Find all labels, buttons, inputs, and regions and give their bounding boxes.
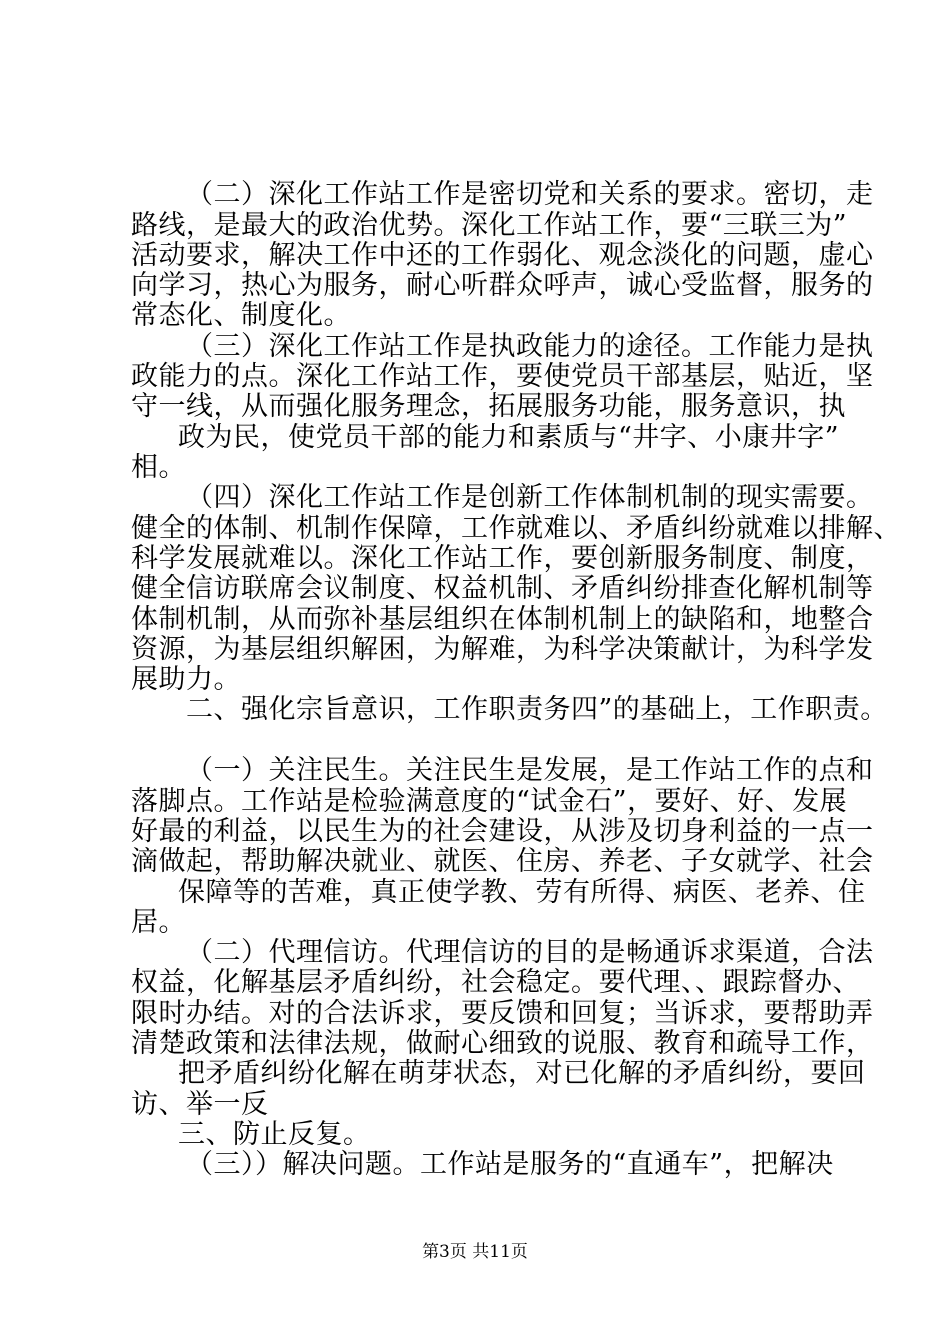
text-line: （二）代理信访。代理信访的目的是畅通诉求渠道，合法 [186, 937, 874, 968]
text-line: （三）深化工作站工作是执政能力的途径。工作能力是执 [186, 331, 874, 362]
text-line: 三、防止反复。 [178, 1119, 371, 1150]
text-line: 健全的体制、机制作保障，工作就难以、矛盾纠纷就难以排解、 [131, 513, 901, 544]
text-line: 保障等的苦难，真正使学教、劳有所得、病医、老养、住 [178, 877, 866, 908]
text-line: 常态化、制度化。 [131, 300, 351, 331]
text-line: （三））解决问题。工作站是服务的“直通车”，把解决 [186, 1149, 834, 1180]
text-line: 清楚政策和法律法规，做耐心细致的说服、教育和疏导工作， [131, 1028, 874, 1059]
text-line: 访、举一反 [131, 1089, 269, 1120]
section-heading: 二、强化宗旨意识，工作职责务四”的基础上，工作职责。 [186, 694, 888, 725]
text-line: 把矛盾纠纷化解在萌芽状态，对已化解的矛盾纠纷，要回 [178, 1058, 866, 1089]
text-line: 展助力。 [131, 664, 241, 695]
text-line: 体制机制，从而弥补基层组织在体制机制上的缺陷和，地整合 [131, 604, 874, 635]
text-line: 活动要求，解决工作中还的工作弱化、观念淡化的问题，虚心 [131, 240, 874, 271]
text-line: 滴做起，帮助解决就业、就医、住房、养老、子女就学、社会 [131, 846, 874, 877]
text-line: （一）关注民生。关注民生是发展，是工作站工作的点和 [186, 755, 874, 786]
text-line: （二）深化工作站工作是密切党和关系的要求。密切，走 [186, 179, 874, 210]
text-line: 政能力的点。深化工作站工作，要使党员干部基层，贴近，坚 [131, 361, 874, 392]
text-line: 权益，化解基层矛盾纠纷，社会稳定。要代理、、跟踪督办、 [131, 967, 860, 998]
text-line: 好最的利益，以民生为的社会建设，从涉及切身利益的一点一 [131, 816, 874, 847]
text-line: 科学发展就难以。深化工作站工作，要创新服务制度、制度， [131, 543, 874, 574]
text-line: 落脚点。工作站是检验满意度的“试金石”，要好、好、发展 [131, 786, 848, 817]
text-line: 资源，为基层组织解困，为解难，为科学决策献计，为科学发 [131, 634, 874, 665]
text-line: 健全信访联席会议制度、权益机制、矛盾纠纷排查化解机制等 [131, 573, 874, 604]
text-line: 路线，是最大的政治优势。深化工作站工作，要“三联三为” [131, 210, 848, 241]
text-line: 相。 [131, 452, 186, 483]
text-line: 向学习，热心为服务，耐心听群众呼声，诚心受监督，服务的 [131, 270, 874, 301]
text-line: （四）深化工作站工作是创新工作体制机制的现实需要。 [186, 482, 874, 513]
text-line: 居。 [131, 907, 186, 938]
page-number: 第3页 共11页 [422, 1242, 528, 1262]
text-line: 政为民，使党员干部的能力和素质与“井字、小康井字” [178, 422, 840, 453]
text-line: 守一线，从而强化服务理念，拓展服务功能，服务意识，执 [131, 391, 846, 422]
text-line: 限时办结。对的合法诉求，要反馈和回复；当诉求，要帮助弄 [131, 998, 874, 1029]
